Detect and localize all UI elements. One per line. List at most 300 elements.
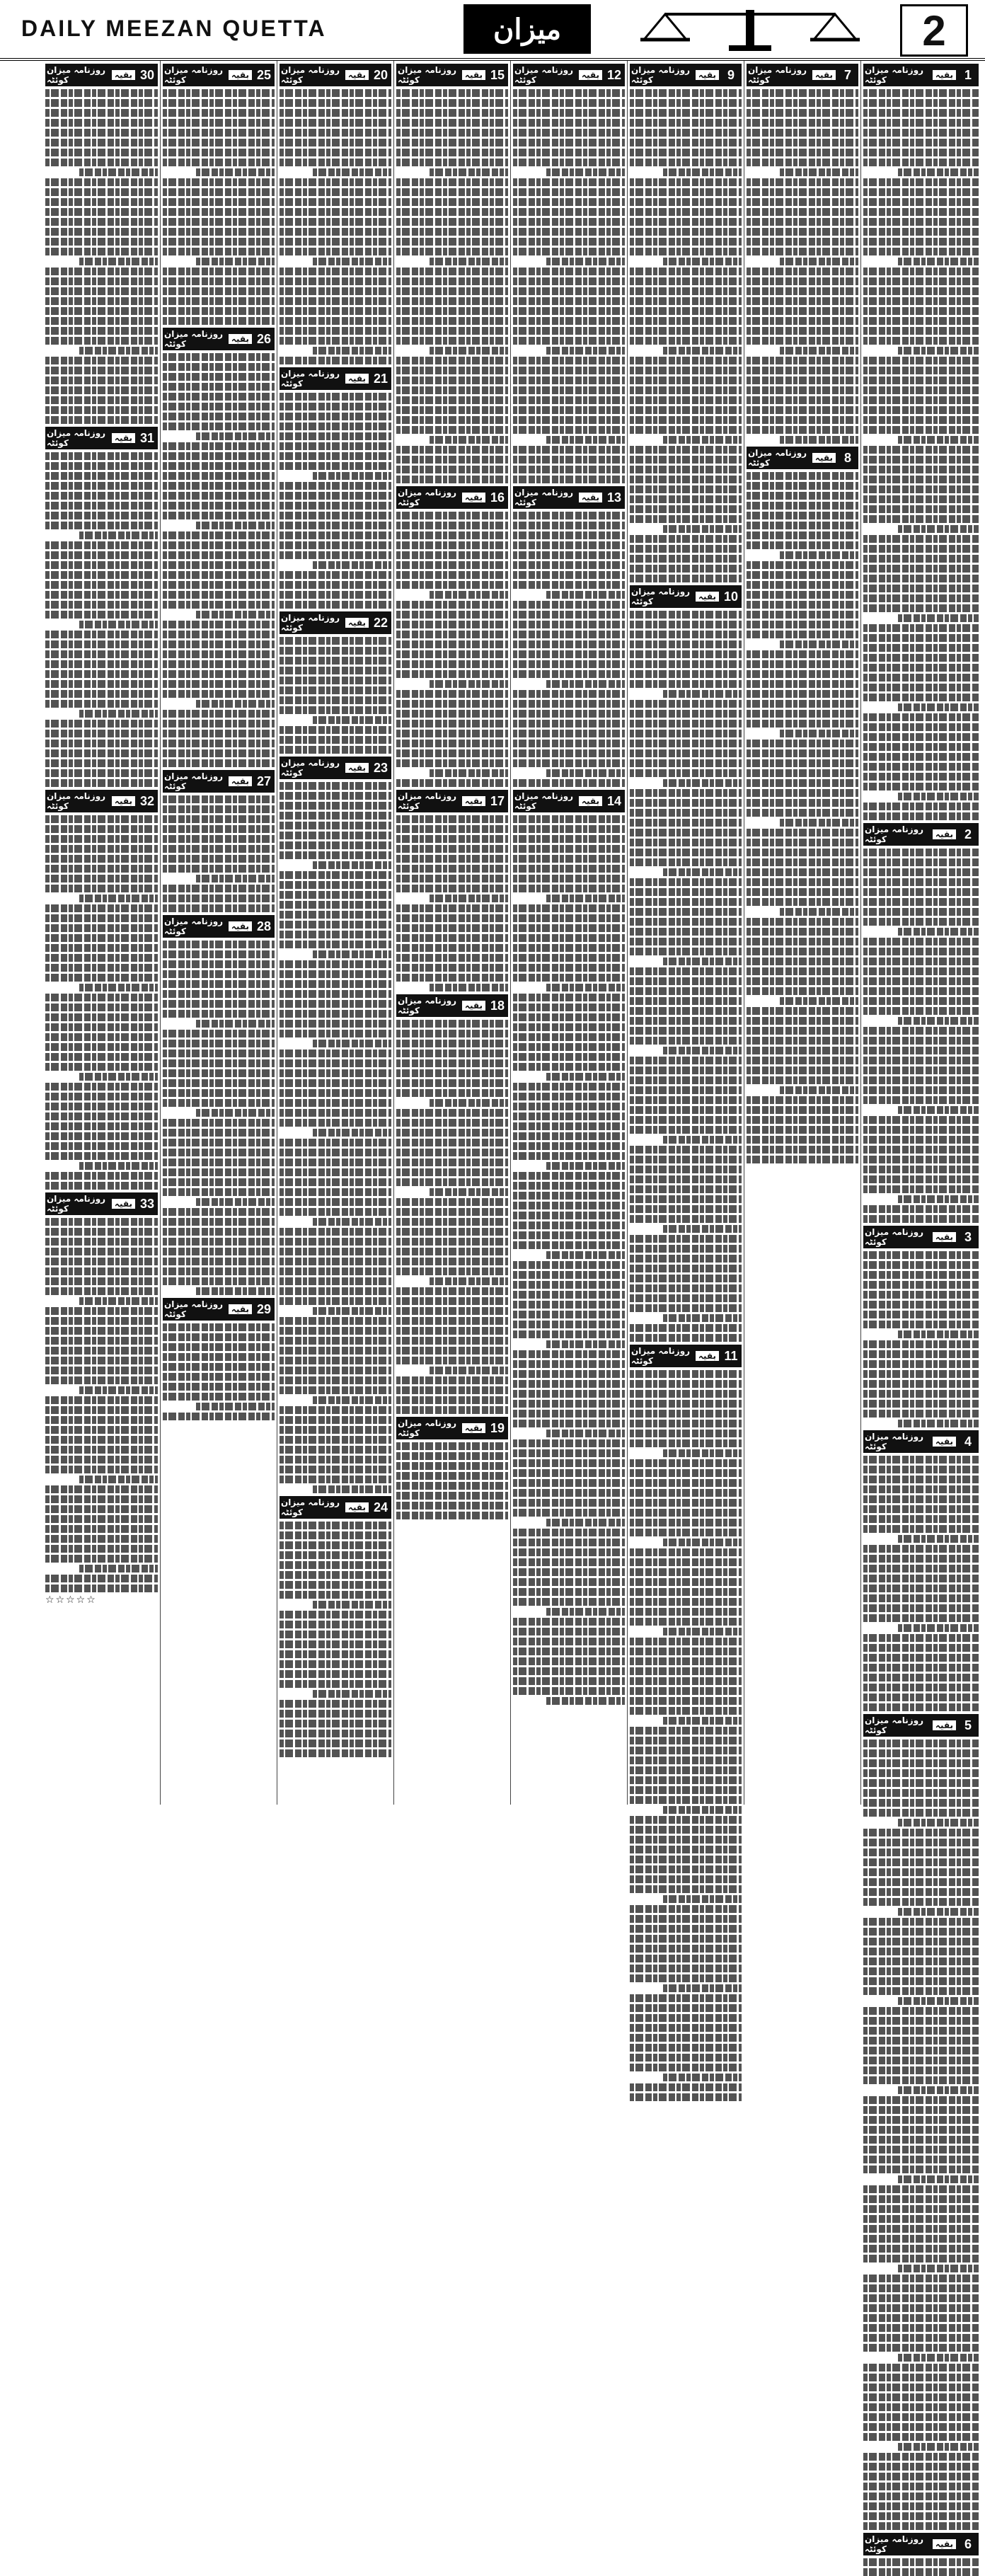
text-line [280,149,391,156]
text-line [630,749,742,757]
text-line [163,287,275,295]
text-line [163,119,275,127]
text-line [630,367,742,374]
text-line [863,868,979,876]
text-line [396,914,508,922]
scale-of-justice-icon [637,4,863,54]
text-line [163,198,275,206]
text-line [630,129,742,137]
text-line [163,268,275,275]
text-line [863,958,979,965]
text-line [863,898,979,906]
text-line [863,456,979,464]
text-line [863,1977,979,1985]
text-line [280,1238,391,1246]
continuation-header [513,486,625,509]
text-line [630,218,742,226]
continued-label: بقیہ [462,796,485,806]
text-line [630,839,742,846]
text-line [396,720,508,728]
text-line [863,1066,979,1074]
continued-label: بقیہ [579,70,602,80]
continuation-label [280,757,370,779]
text-line [747,650,858,658]
text-line [630,1578,742,1586]
text-line [630,1568,742,1576]
text-line [163,492,275,500]
text-line [630,1076,742,1084]
text-line [630,918,742,926]
text-line [163,1383,275,1391]
text-line [863,2463,979,2471]
text-line [313,1601,391,1609]
text-line [863,878,979,886]
text-line [280,432,391,440]
text-line [45,690,158,698]
text-line [863,2275,979,2282]
text-line [863,208,979,216]
text-line [863,2235,979,2243]
text-line [863,604,979,612]
continued-label: بقیہ [345,70,369,80]
text-line [513,208,625,216]
text-line [630,720,742,728]
text-line [513,466,625,473]
text-line [163,941,275,948]
text-line [280,1561,391,1569]
text-line [863,2185,979,2193]
continued-label: بقیہ [345,374,369,384]
text-line [630,268,742,275]
text-line [863,2057,979,2064]
text-line [163,1059,275,1067]
text-line [630,2024,742,2032]
text-line [513,1142,625,1150]
text-line [863,1301,979,1309]
text-line [163,805,275,813]
continuation-label [45,427,137,449]
text-line [663,525,742,533]
text-line [663,958,742,965]
text-line [163,248,275,255]
paper-label: روزنامہ میزان کوئٹہ [631,587,691,606]
text-line [45,779,158,787]
text-line [45,914,158,922]
text-line [45,680,158,688]
text-line [45,482,158,490]
text-line [163,149,275,156]
paper-label: روزنامہ میزان کوئٹہ [281,1497,340,1517]
text-line [45,1093,158,1100]
text-line [163,297,275,305]
text-line [863,1370,979,1378]
text-line [630,1826,742,1834]
continued-label: بقیہ [696,70,719,80]
text-line [196,258,275,265]
text-line [747,426,858,434]
text-line [396,119,508,127]
paper-label: روزنامہ میزان کوئٹہ [281,758,340,778]
text-line [45,287,158,295]
text-line [630,680,742,688]
text-line [780,730,858,737]
text-line [313,347,391,355]
text-line [747,987,858,995]
text-line [280,109,391,117]
text-line [396,1406,508,1414]
text-line [863,376,979,384]
text-line [630,1215,742,1223]
continuation-header [163,915,275,938]
continued-label: بقیہ [345,618,369,628]
text-line [280,1178,391,1186]
text-line [630,149,742,156]
text-line [863,1485,979,1493]
text-line [513,531,625,539]
text-line [863,1156,979,1163]
continuation-label [45,1192,137,1215]
text-line [863,2215,979,2223]
text-line [863,858,979,866]
text-line [630,1836,742,1844]
text-line [45,1446,158,1454]
continuation-label [280,611,370,634]
text-line [630,928,742,936]
text-line [747,406,858,414]
continued-label: بقیہ [112,1199,135,1209]
text-line [280,1436,391,1444]
text-line [513,835,625,843]
text-line [546,258,625,265]
text-line [747,327,858,335]
continuation-header [45,1192,158,1215]
text-line [396,476,508,483]
continued-label: بقیہ [112,796,135,806]
text-line [513,376,625,384]
text-line [630,198,742,206]
text-line [630,555,742,563]
text-line [430,1367,508,1374]
text-line [280,1248,391,1255]
text-line [863,654,979,662]
continuation-number: 18 [487,994,508,1017]
text-line [396,426,508,434]
masthead [0,0,985,61]
text-line [747,1136,858,1144]
text-line [430,680,508,688]
text-line [863,2066,979,2074]
text-line [747,849,858,856]
continuation-number: 24 [370,1496,391,1519]
text-line [45,994,158,1001]
text-line [630,1756,742,1764]
text-line [280,851,391,859]
text-line [163,129,275,137]
text-line [747,1057,858,1064]
text-line [863,188,979,196]
text-line [396,456,508,464]
text-line [513,1172,625,1180]
text-line [747,918,858,926]
text-line [396,287,508,295]
text-line [630,997,742,1005]
text-line [630,1037,742,1045]
text-line [863,1848,979,1856]
text-line [163,531,275,539]
text-line [163,815,275,823]
continuation-label [280,367,370,390]
text-line [898,2443,979,2451]
text-line [546,769,625,777]
text-line [747,809,858,817]
text-line [747,868,858,876]
text-line [396,974,508,982]
text-line [280,1426,391,1434]
text-line [863,1116,979,1124]
text-line [513,188,625,196]
text-line [630,1786,742,1794]
text-line [863,2116,979,2124]
text-line [863,1957,979,1965]
continuation-header [163,770,275,793]
text-line [863,218,979,226]
text-line [45,1485,158,1493]
text-line [45,406,158,414]
text-line [630,1519,742,1526]
text-line [280,119,391,127]
text-line [513,1221,625,1229]
text-line [163,1248,275,1255]
text-line [163,650,275,658]
text-line [163,904,275,912]
text-line [630,1469,742,1477]
text-line [163,1343,275,1351]
text-line [280,726,391,734]
text-line [630,650,742,658]
continuation-header [163,328,275,350]
continued-label: بقیہ [462,493,485,502]
continued-label: بقیہ [112,70,135,80]
text-line [863,2225,979,2233]
text-line [45,228,158,236]
text-line [863,2334,979,2342]
text-line [45,376,158,384]
text-line [513,904,625,912]
text-line [45,885,158,892]
continuation-label [163,64,253,86]
text-line [45,561,158,569]
text-line [396,159,508,166]
text-line [546,1697,625,1705]
text-line [280,1228,391,1236]
text-line [863,1456,979,1464]
text-line [630,1430,742,1437]
text-line [863,948,979,955]
text-line [396,208,508,216]
text-line [863,1185,979,1193]
text-line [280,677,391,684]
text-line [280,1710,391,1718]
continuation-number: 33 [137,1192,158,1215]
text-line [163,1149,275,1156]
text-line [280,1700,391,1708]
text-line [863,515,979,523]
text-line [79,895,158,902]
text-line [513,1053,625,1061]
text-line [513,159,625,166]
text-line [863,2156,979,2163]
text-line [79,1297,158,1305]
text-line [313,950,391,958]
text-line [780,908,858,916]
text-line [747,571,858,579]
text-line [747,581,858,589]
continuation-number: 5 [957,1714,979,1737]
text-line [780,168,858,176]
text-line [630,1915,742,1923]
text-line [747,1096,858,1104]
text-line [630,1499,742,1507]
text-line [546,591,625,599]
text-line [663,2074,742,2081]
text-line [898,347,979,355]
text-line [163,1158,275,1166]
text-line [898,1017,979,1025]
paper-label: روزنامہ میزان کوئٹہ [281,369,340,389]
text-line [863,2195,979,2203]
text-line [280,317,391,325]
text-line [45,720,158,728]
text-line [747,1027,858,1035]
text-line [863,1086,979,1094]
text-line [663,1136,742,1144]
text-line [513,277,625,285]
text-line [747,888,858,896]
text-line [630,1885,742,1893]
text-line [45,1083,158,1091]
text-line [163,353,275,361]
continuation-number: 12 [604,64,625,86]
text-line [863,918,979,926]
text-line [898,258,979,265]
text-line [630,1245,742,1253]
story-text [396,1442,508,1519]
text-line [163,740,275,747]
text-line [396,631,508,638]
text-line [630,1638,742,1645]
text-line [630,1548,742,1556]
text-line [163,1030,275,1037]
text-line [630,1459,742,1467]
text-line [513,1529,625,1536]
text-line [280,1079,391,1087]
text-line [630,1677,742,1685]
text-line [863,2502,979,2510]
continuation-number: 11 [720,1345,742,1367]
text-line [513,1479,625,1487]
text-line [163,1218,275,1226]
text-line [630,396,742,404]
text-line [630,485,742,493]
text-line [163,980,275,988]
text-line [396,561,508,569]
text-line [747,928,858,936]
text-line [863,2453,979,2461]
text-line [863,723,979,731]
continuation-number: 32 [137,790,158,812]
text-line [163,1050,275,1057]
text-line [79,347,158,355]
text-line [45,99,158,107]
text-line [863,2324,979,2332]
text-line [396,178,508,186]
text-line [45,1023,158,1031]
text-line [396,815,508,823]
text-line [663,436,742,444]
text-line [45,1258,158,1265]
text-line [513,456,625,464]
text-line [196,168,275,176]
text-line [280,1089,391,1097]
text-line [630,1846,742,1853]
text-line [45,149,158,156]
text-line [630,1598,742,1606]
text-line [280,1317,391,1325]
text-line [45,601,158,609]
text-line [45,954,158,962]
text-line [747,631,858,638]
text-line [513,522,625,529]
text-line [747,561,858,569]
continuation-header [396,64,508,86]
text-line [45,1436,158,1444]
text-line [663,1225,742,1233]
text-line [163,422,275,430]
text-line [45,1267,158,1275]
text-line [396,710,508,718]
text-line [163,865,275,873]
text-line [280,746,391,754]
text-line [280,277,391,285]
text-line [630,819,742,827]
text-line [513,476,625,483]
text-line [863,307,979,315]
text-line [280,1149,391,1156]
text-line [396,1258,508,1265]
text-line [280,1541,391,1549]
text-line [163,561,275,569]
text-line [163,749,275,757]
text-line [45,650,158,658]
text-line [313,258,391,265]
text-line [630,1558,742,1566]
text-line [513,561,625,569]
text-line [396,376,508,384]
text-line [513,1004,625,1011]
text-line [280,1581,391,1589]
text-line [898,793,979,800]
text-line [863,1789,979,1797]
text-line [747,357,858,364]
story-text [747,472,858,1163]
paper-label: روزنامہ میزان کوئٹہ [865,1227,924,1247]
text-line [747,710,858,718]
text-line [863,2255,979,2262]
text-line [630,535,742,543]
continuation-number: 9 [720,64,742,86]
text-line [630,1420,742,1427]
text-line [313,561,391,569]
